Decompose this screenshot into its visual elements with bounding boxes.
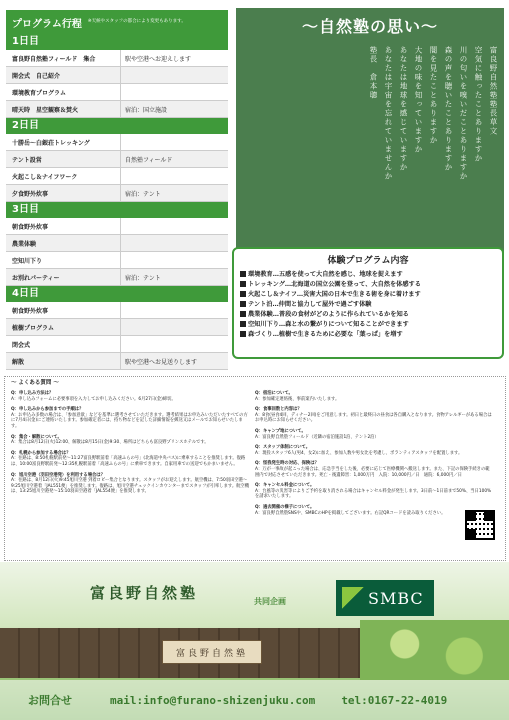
faq-title: 〜 よくある質問 〜 [11,380,59,386]
schedule-activity: 火起こし＆ナイフワーク [6,168,121,184]
day-heading: 3日目 [6,202,228,218]
faq-question: Q：スタッフ体制について。 [255,445,311,451]
schedule-row [6,67,228,84]
schedule-activity: 朝食野外炊事 [6,218,121,234]
program-item-text: トレッキング…北海道の国立公園を登って、大自然を体感する [248,281,421,288]
smbc-logo [336,580,434,616]
faq-item [255,429,493,440]
faq-question: Q：怪我発生時の対応、保険は？ [255,461,319,467]
faq-question: Q：旭川空港（羽田空港発）を利用する場合は？ [11,472,105,478]
schedule-note-cell: 宿泊：テント [125,274,161,282]
program-title: 体験プログラム内容 [327,256,409,266]
schedule-activity: 農業体験 [6,235,121,251]
program-item-text: 空知川下り…森と水の繋がりについて知ることができます [248,321,409,328]
schedule-row [6,168,228,185]
contact-phone-link[interactable]: tel:0167-22-4019 [341,693,448,707]
day-heading: 1日目 [6,34,228,50]
schedule-note-cell: 宿泊：国立施設 [125,106,168,114]
schedule-activity: 環境教育プログラム [6,84,121,100]
bullet-square-icon [240,281,246,287]
faq-answer: A：台風等の災害等によりご予約を取り消される場合はキャンセル料金が発生します。3日前〜1日前まで50%、当日100%を請求いたします。 [255,488,492,500]
schedule-title: プログラム行程 [12,18,82,30]
smbc-logo-text: SMBC [368,588,424,608]
schedule-row [6,134,228,151]
poem-line: あなたは宇宙を忘れていませんか [384,46,393,181]
program-item [234,320,502,330]
faq-question: Q：札幌から参加する場合は？ [11,450,71,456]
program-item [234,290,502,300]
schedule-note-cell: 自然塾フィールド [125,156,173,164]
faq-question: Q：集合・解散について。 [11,434,62,440]
faq-item [11,435,249,446]
program-item-text: 環境教育…五感を使って大自然を感じ、地球を捉えます [248,271,403,278]
program-item-text: 火起こし＆ナイフ…災害大国の日本で生きる術を身に着けます [248,291,421,298]
schedule-row [6,302,228,319]
faq-answer: A：8食(昼食4回、ディナー2回)をご用意します。初日と最終日の昼食は各自購入となります。食物アレルギーがある場合はお申込時にお知らせください。 [255,412,492,424]
schedule-row [6,101,228,118]
day-heading: 2日目 [6,118,228,134]
faq-item [255,461,493,478]
schedule-note-cell: 駅や空港へお迎えします [125,55,192,63]
faq-answer: A：参加確定連絡後、事前案内いたします。 [255,396,340,402]
faq-question: Q：申し込み方法は？ [11,391,54,396]
schedule-activity: 十勝岳〜白銀荘トレッキング [6,134,121,150]
schedule-note-cell: 宿泊：テント [125,190,161,198]
faq-item [11,473,249,495]
schedule-activity: 解散 [6,353,121,369]
bullet-square-icon [240,271,246,277]
program-item-text: 森づくり…植樹で生きるために必要な「葉っぱ」を増す [248,331,403,338]
faq-answer: A：集合は8月12日(火)12:00、解散は8月15日(金)9:30、場所はどちらも富良野プリンスホテルです。 [11,440,209,446]
smbc-mark-icon [342,587,364,609]
schedule-row [6,336,228,353]
faq-question: Q：申し込みから参加までの手順は？ [11,407,84,413]
faq-answer: A：富良野自然塾フィールド（近隣の宿泊施設1泊、テント2泊） [255,434,379,440]
program-item-text: テント泊…仲間と協力して屋外で過ごす体験 [248,301,372,308]
bullet-square-icon [240,301,246,307]
schedule-row [6,235,228,252]
schedule-row [6,319,228,336]
faq-item [255,407,493,424]
schedule-activity: テント設営 [6,151,121,167]
bullet-square-icon [240,331,246,337]
faq-column-right [255,391,493,521]
schedule-row [6,50,228,67]
schedule-row [6,353,228,370]
board-title: 〜自然塾の思い〜 [301,17,438,36]
schedule-activity: お別れパーティー [6,269,121,285]
program-item [234,280,502,290]
schedule-activity: 晴天時 星空観察＆焚火 [6,101,121,117]
faq-answer: A：万が一事故が起こった場合は、応急手当をした後、必要に応じて医療機関へ搬送します。また、下記の保険手続きの範囲内で対応させていただきます。死亡・後遺障害：1,000万円 入院：10,000円／日 通院：6,000円／日 [255,466,490,478]
faq-item [255,505,493,516]
schedule-activity: 夕食野外炊事 [6,185,121,201]
poem-line: 闇を見たことありますか [429,46,438,145]
schedule-row [6,84,228,101]
faq-question: Q：食事回数と内容は？ [255,407,302,413]
bullet-square-icon [240,311,246,317]
poem [268,46,498,246]
faq-item [255,445,493,456]
poem-line: 森の声を聴いたことありますか [444,46,453,172]
schedule-activity: 朝食野外炊事 [6,302,121,318]
bullet-square-icon [240,321,246,327]
program-item-text: 農業体験…普段の食材がどのように作られているかを知る [248,311,409,318]
poem-line: 空気に触ったことありますか [474,46,483,163]
program-item [234,310,502,320]
faq-answer: A：現役スタッフ6人(男4、女2)に加え、参加人数や男女比を考慮し、ボランティアスタッフを配置します。 [255,450,463,456]
poem-line: あなたは地球を感じていますか [399,46,408,172]
joint-planning-label: 共同企画 [254,597,286,606]
schedule-note-cell: 駅や空港へお見送りします [125,358,198,366]
program-item [234,270,502,280]
contact-bar [0,680,509,720]
faq-answer: A：往路は、8月12日(火)9:45旭川空港 到着ロビー集合となります。スタッフがお迎えします。航空機は、7:50羽田空港〜9:25旭川空港着「JAL551便」を推奨します。復路は、旭川空港チェックインカウンターまでスタッフが引率します。航空機は、13:25旭川空港発〜15:10羽田空港着「JAL554便」を推奨します。 [11,478,250,495]
schedule-activity: 開会式 自己紹介 [6,67,121,83]
schedule-activity: 植樹プログラム [6,319,121,335]
poem-line: 大地の味を知っていますか [414,46,423,154]
bullet-square-icon [240,291,246,297]
schedule-row [6,218,228,235]
faq-answer: A：富良野自然塾SNSや、SMBCのHPを掲載してございます。右記QRコードを読み取りください。 [255,510,446,516]
schedule-note: ※天候やスタッフの都合により変更もあります。 [87,19,186,24]
schedule-row [6,151,228,168]
poem-line: 富良野自然塾塾長草文 [489,46,498,136]
schedule-row [6,252,228,269]
leaves-photo [360,620,509,680]
program-list [234,270,502,340]
schedule-header [6,10,228,34]
schedule-activity: 閉会式 [6,336,121,352]
furano-shizenjuku-logo: 富良野自然塾 [90,584,199,602]
schedule-activity: 空知川下り [6,252,121,268]
faq-answer: A：往路は、8:50札幌駅前発〜11:27富良野駅前着「高速ふらの号」(北海道中央バス)に乗車することを推奨します。復路は、10:00富良野駅前発〜12:35札幌駅前着「高速ふらの号」に乗車できます。自家用車での送迎でもかまいません。 [11,456,246,467]
faq-item [11,391,249,402]
faq-question: Q：過去開催の様子について。 [255,504,315,510]
contact-label: お問合せ [28,694,72,707]
day-heading: 4日目 [6,286,228,302]
poem-line: 塾長 倉本聰 [369,46,378,100]
wooden-sign: 富良野自然塾 [162,640,262,664]
faq-question: Q：キャンプ地について。 [255,428,306,434]
contact-email-link[interactable]: mail:info@furano-shizenjuku.com [110,693,316,707]
faq-item [255,391,493,402]
faq-column-left [11,391,249,500]
faq-question: Q：宿泊について。 [255,391,293,396]
schedule-table [6,10,228,370]
faq-section [4,376,506,561]
schedule-activity: 富良野自然塾フィールド 集合 [6,50,121,66]
schedule-row [6,185,228,202]
program-box [232,247,504,359]
program-item [234,300,502,310]
faq-item [11,451,249,468]
faq-item [255,483,493,500]
program-item [234,330,502,340]
faq-answer: A：申し込みフォームに必要事項を入力してお申し込みください。6月27日(金)締切。 [11,396,176,402]
poem-line: 川の匂いを嗅いだことありますか [459,46,468,181]
faq-question: Q：キャンセル料金について。 [255,483,315,489]
qr-code-icon[interactable] [465,510,495,540]
faq-answer: A：お申込み多数の場合は、「参加意欲」などを基準に選考させていただきます。選考結果はお申込みいただいたすべての方に7月4日(金)にご連絡いたします。参加確定者には、持ち物などを記した詳細情報を郵送又はメールでお知らせいたします。 [11,412,248,429]
faq-item [11,407,249,429]
schedule-row [6,269,228,286]
philosophy-board [236,8,504,254]
